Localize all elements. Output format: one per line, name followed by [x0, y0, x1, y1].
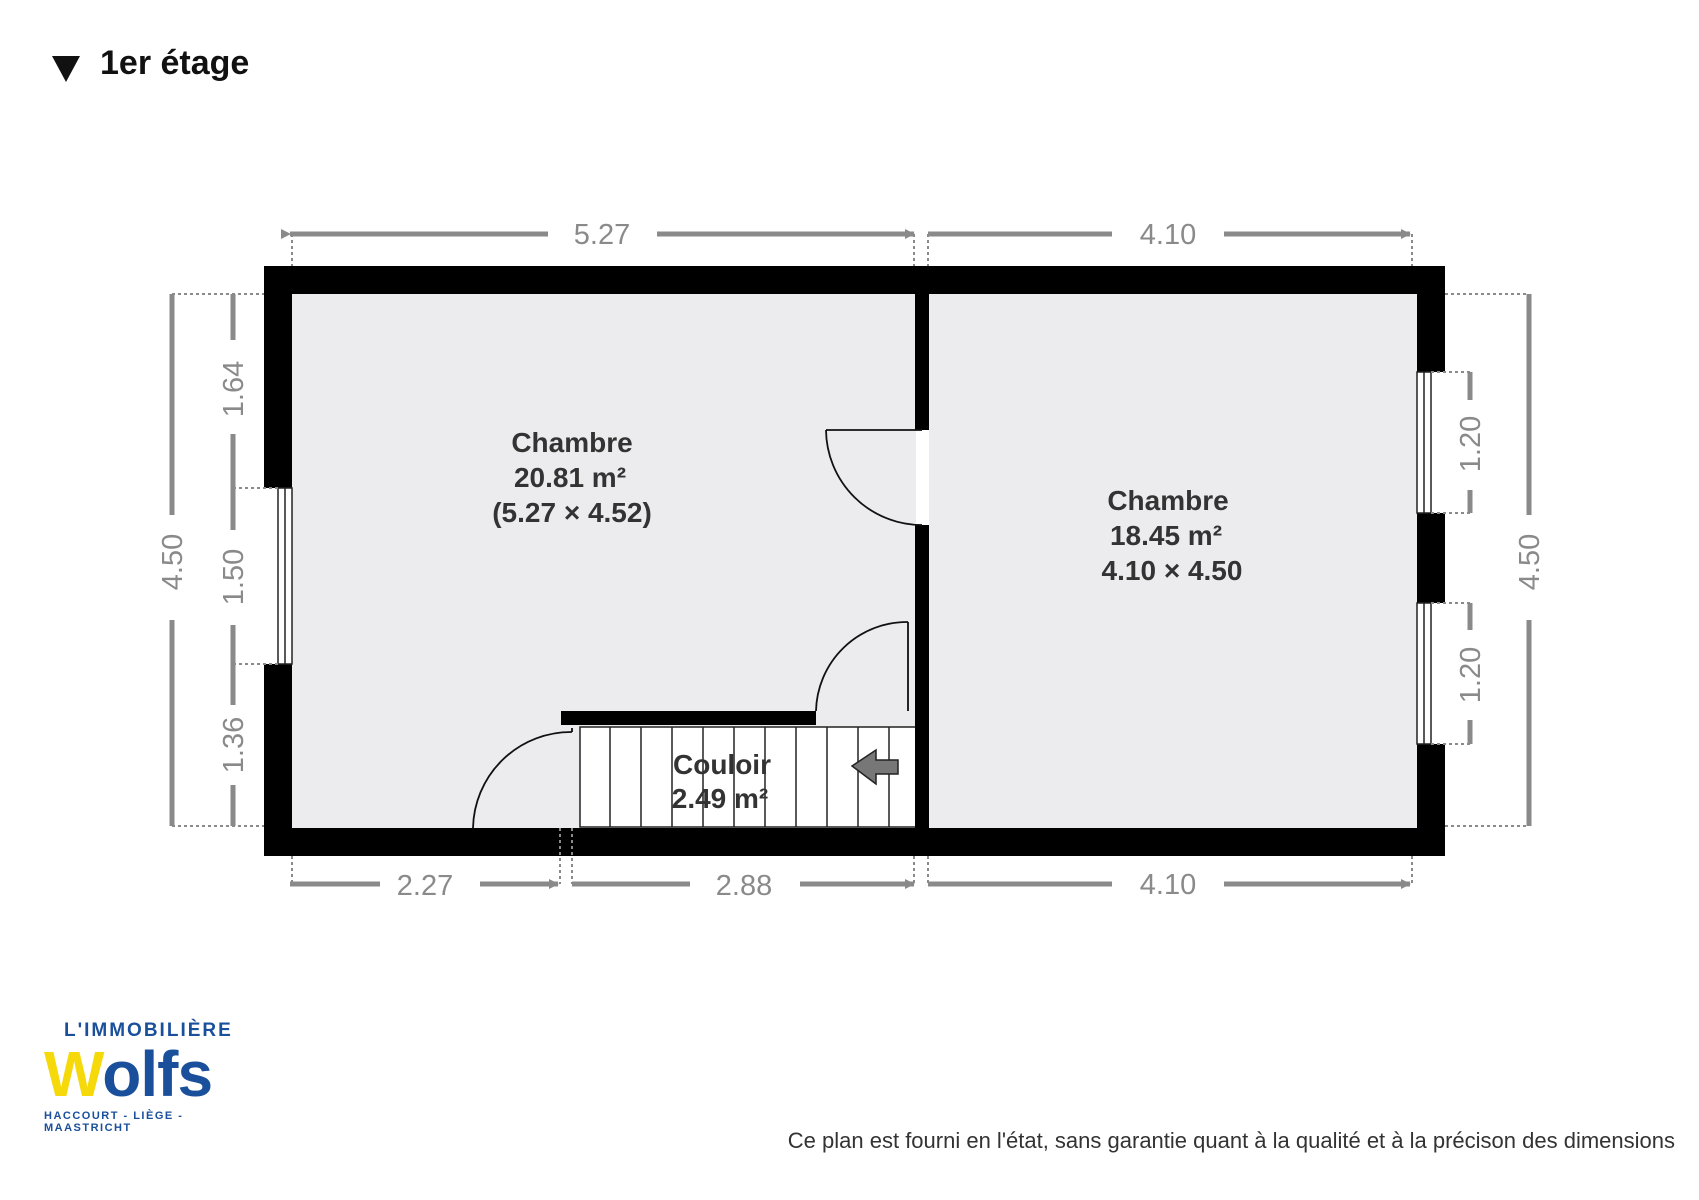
- dim-left-window: 1.50: [218, 548, 250, 606]
- dim-left-overall: 4.50: [157, 533, 189, 591]
- dim-right-window-bottom: 1.20: [1455, 646, 1487, 704]
- couloir-area: 2.49 m²: [671, 783, 769, 814]
- room-left-area: 20.81 m²: [513, 462, 627, 493]
- room-right-dims: 4.10 × 4.50: [1101, 555, 1243, 586]
- window-right-bottom: [1417, 603, 1431, 744]
- room-left-dims: (5.27 × 4.52): [492, 497, 652, 528]
- room-left-name: Chambre: [511, 427, 633, 458]
- dim-right-window-top: 1.20: [1455, 415, 1487, 473]
- dim-bottom-mid: 2.88: [715, 870, 773, 902]
- room-right-area: 18.45 m²: [1109, 520, 1223, 551]
- logo-top-text: L'IMMOBILIÈRE: [64, 1020, 233, 1041]
- company-logo: [44, 1020, 264, 1134]
- room-right-name: Chambre: [1107, 485, 1229, 516]
- dim-bottom-left: 2.27: [396, 870, 454, 902]
- logo-wordmark: Wolfs: [44, 1038, 213, 1110]
- window-left: [278, 488, 292, 664]
- floor-title: 1er étage: [100, 44, 250, 82]
- dim-bottom-right: 4.10: [1139, 869, 1197, 901]
- dim-right-overall: 4.50: [1514, 533, 1546, 591]
- disclaimer: Ce plan est fourni en l'état, sans garantie quant à la qualité et à la précison des dimensions: [787, 1128, 1675, 1153]
- logo-locations: HACCOURT - LIÈGE - MAASTRICHT: [44, 1110, 184, 1134]
- dim-top-right: 4.10: [1139, 219, 1197, 251]
- dim-top-left: 5.27: [573, 219, 631, 251]
- window-right-top: [1417, 372, 1431, 513]
- couloir-name: Couloir: [673, 749, 771, 780]
- dim-left-top: 1.64: [218, 360, 250, 418]
- dim-left-bottom: 1.36: [218, 716, 250, 774]
